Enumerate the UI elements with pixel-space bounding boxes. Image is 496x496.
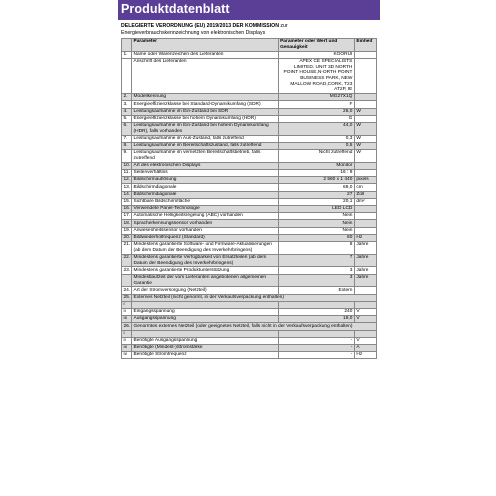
row-number: 3.	[122, 101, 132, 108]
row-parameter: Benötigte (Mindest-)Stromstärke	[132, 344, 279, 351]
row-number: 24.	[123, 287, 131, 293]
row-number: 5.	[122, 115, 132, 122]
header-cell-num	[122, 39, 132, 52]
row-parameter	[132, 330, 279, 337]
row-parameter: Eingangsspannung	[132, 308, 279, 315]
row-unit: W	[354, 122, 376, 135]
table-row	[122, 101, 377, 108]
table-row	[122, 94, 377, 101]
table-row	[122, 274, 377, 287]
row-number: 20.	[123, 234, 131, 240]
datasheet-page	[118, 0, 380, 496]
row-number: 14.	[123, 191, 131, 197]
table-row	[122, 170, 377, 177]
row-value: -	[278, 337, 354, 344]
row-value: 3	[278, 267, 354, 274]
table-row	[122, 115, 377, 122]
datasheet-table	[121, 38, 377, 359]
row-parameter: Anschrift des Lieferanten	[132, 58, 279, 93]
row-parameter: Mindestens garantierte Verfügbarkeit von Ersatzteilen (ab dem Datum der Beendigung des Inverkehrbringens)	[132, 254, 279, 267]
row-value: 0,3	[278, 135, 354, 142]
row-number: 10.	[123, 163, 131, 169]
row-value: LED LCD	[278, 205, 354, 212]
row-unit	[354, 162, 376, 169]
row-unit: Jahre	[354, 267, 376, 274]
row-number: 15.	[123, 199, 131, 205]
row-value: APEX CE SPECIALISTS LIMITED, UNIT 3D NORTH POINT HOUSE,N-ORTH POINT BUSINESS PARK, NEW MALLOW ROAD,CORK, T23 AT2P, IE	[278, 58, 354, 93]
row-unit: W	[354, 108, 376, 115]
header-cell-param: Parameter	[132, 39, 279, 52]
row-number: 6.	[122, 122, 132, 135]
row-parameter: Energieeffizienzklasse bei Standard-Dynamikumfang (SDR)	[132, 101, 279, 108]
table-row	[122, 301, 377, 308]
regulation-subject: Energieverbrauchskennzeichnung von elektronischen Displays	[121, 29, 266, 36]
row-number: 19.	[123, 227, 131, 233]
row-parameter: Benötigte Ausgangsspannung	[132, 337, 279, 344]
table-row	[122, 267, 377, 274]
table-row	[122, 177, 377, 184]
table-row	[122, 58, 377, 93]
row-unit	[354, 115, 376, 122]
row-value: 16 : 9	[278, 170, 354, 177]
row-value: Nicht zutreffend	[278, 150, 354, 163]
row-value: KOORUI	[278, 51, 354, 58]
table-row	[122, 198, 377, 205]
row-unit: V	[354, 337, 376, 344]
row-unit: W	[354, 150, 376, 163]
row-number: 1.	[122, 51, 132, 58]
row-number: 21.	[122, 241, 132, 254]
row-parameter: Art der Stromversorgung (Netzteil)	[132, 287, 279, 294]
row-unit: V	[354, 308, 376, 315]
row-parameter: Mindestens garantierte Software- und Firmware-Aktualisierungen (ab dem Datum der Beendigung des Inverkehrbringens)	[132, 241, 279, 254]
row-unit: Zoll	[354, 191, 376, 198]
row-unit	[354, 227, 376, 234]
row-value: 8	[278, 241, 354, 254]
row-parameter: Mindestens garantierte Produktunterstützung	[132, 267, 279, 274]
row-number: 16.	[123, 206, 131, 212]
row-parameter: Art des elektronischen Displays	[132, 162, 279, 169]
row-value	[278, 330, 354, 337]
header-bar	[118, 0, 380, 20]
row-parameter: Bildschirmdiagonale	[132, 184, 279, 191]
table-row	[122, 162, 377, 169]
row-unit: V	[354, 316, 376, 323]
row-number: 17.	[123, 213, 131, 219]
row-unit	[354, 301, 376, 308]
row-unit	[354, 220, 376, 227]
row-unit	[354, 94, 376, 101]
row-value: 60	[278, 234, 354, 241]
table-row	[122, 287, 377, 294]
row-value: 0,5	[278, 142, 354, 149]
row-value: Monitor	[278, 162, 354, 169]
row-number: 4.	[122, 108, 132, 115]
row-value: 69,0	[278, 184, 354, 191]
intro-text	[121, 23, 377, 36]
row-parameter: Bildschirmdiagonale	[132, 191, 279, 198]
row-number: iv	[122, 352, 132, 359]
row-unit: Jahre	[354, 274, 376, 287]
row-parameter: Leistungsaufnahme im Aus-Zustand, falls zutreffend	[132, 135, 279, 142]
row-value: -	[278, 352, 354, 359]
section-number: 25.	[123, 294, 131, 300]
row-number: ii	[122, 337, 132, 344]
row-parameter: Mindestlaufzeit der vom Lieferanten angebotenen allgemeinen Garantie	[132, 274, 279, 287]
table-row	[122, 108, 377, 115]
row-parameter: Bildwiederholfrequenz (Standard)	[132, 234, 279, 241]
row-number: 22.	[122, 254, 132, 267]
row-number: 13.	[123, 184, 131, 190]
row-unit: Hz	[354, 234, 376, 241]
row-value: 2 560 x 1 440	[278, 177, 354, 184]
row-value: F	[278, 101, 354, 108]
table-row	[122, 227, 377, 234]
table-header-row	[122, 39, 377, 52]
table-row	[122, 344, 377, 351]
header-cell-unit: Einheit	[354, 39, 376, 52]
row-number: ii	[122, 308, 132, 315]
row-unit	[354, 213, 376, 220]
row-value: 19,0	[278, 316, 354, 323]
page-title: Produktdatenblatt	[121, 2, 230, 16]
row-unit	[354, 205, 376, 212]
row-unit	[354, 51, 376, 58]
row-parameter: Sichtbare Bildschirmfläche	[132, 198, 279, 205]
row-number	[122, 274, 132, 287]
row-value: Nein	[278, 227, 354, 234]
row-value: G	[278, 115, 354, 122]
row-number: i	[122, 330, 132, 337]
row-number: 8.	[122, 142, 132, 149]
table-row	[122, 51, 377, 58]
row-parameter: Leistungsaufnahme im Ein-Zustand bei hohem Dynamikumfang (HDR), falls vorhanden	[132, 122, 279, 135]
row-value: -	[278, 344, 354, 351]
row-value: 240	[278, 308, 354, 315]
table-row	[122, 122, 377, 135]
row-parameter: Spracherkennungssensor vorhanden	[132, 220, 279, 227]
row-number: iii	[122, 316, 132, 323]
table-row	[122, 308, 377, 315]
row-unit	[354, 101, 376, 108]
row-parameter: Verwendete Panel-Technologie	[132, 205, 279, 212]
row-number: i	[122, 301, 132, 308]
table-row	[122, 241, 377, 254]
row-value: 44,0	[278, 122, 354, 135]
table-row	[122, 337, 377, 344]
section-title: Genormtes externes Netzteil (oder geeignetes Netzteil, falls nicht in der Verkaufsverpackung enthalten)	[132, 323, 377, 330]
section-title: Externes Netzteil (nicht genormt, in der Verkaufsverpackung enthalten)	[132, 294, 377, 301]
row-value: Nein	[278, 213, 354, 220]
section-number: 26.	[123, 323, 131, 329]
row-value: MG27X1Q	[278, 94, 354, 101]
row-unit: cm	[354, 184, 376, 191]
row-parameter: Bildschirmauflösung	[132, 177, 279, 184]
table-row	[122, 316, 377, 323]
row-parameter: Leistungsaufnahme im Ein-Zustand bei SDR	[132, 108, 279, 115]
table-row	[122, 254, 377, 267]
row-parameter: Leistungsaufnahme im vernetzten Bereitschaftsbetrieb, falls zutreffend	[132, 150, 279, 163]
table-row	[122, 234, 377, 241]
row-number: 23.	[123, 267, 131, 273]
row-value	[278, 301, 354, 308]
section-row	[122, 294, 377, 301]
row-value: 7	[278, 254, 354, 267]
row-parameter: Seitenverhältnis	[132, 170, 279, 177]
row-unit: pixels	[354, 177, 376, 184]
table-row	[122, 142, 377, 149]
row-parameter: Name oder Warenzeichen des Lieferanten	[132, 51, 279, 58]
row-unit: dm²	[354, 198, 376, 205]
row-number: 18.	[123, 220, 131, 226]
row-unit: W	[354, 135, 376, 142]
table-row	[122, 213, 377, 220]
row-parameter: Ausgangsspannung	[132, 316, 279, 323]
row-value: 27	[278, 191, 354, 198]
table-row	[122, 220, 377, 227]
row-number	[122, 58, 132, 93]
row-value: 3	[278, 274, 354, 287]
table-row	[122, 352, 377, 359]
table-row	[122, 191, 377, 198]
row-unit: A	[354, 344, 376, 351]
table-row	[122, 330, 377, 337]
section-row	[122, 323, 377, 330]
row-value: Extern	[278, 287, 354, 294]
row-parameter	[132, 301, 279, 308]
row-parameter: Energieeffizienzklasse bei hohem Dynamikumfang (HDR)	[132, 115, 279, 122]
row-parameter: Modellkennung	[132, 94, 279, 101]
table-row	[122, 150, 377, 163]
row-parameter: Automatische Helligkeitsregelung (ABC) vorhanden	[132, 213, 279, 220]
row-number: 9.	[122, 150, 132, 163]
row-unit: Jahre	[354, 254, 376, 267]
row-unit: Hz	[354, 352, 376, 359]
row-parameter: Benötigte Stromfrequenz	[132, 352, 279, 359]
row-number: 12.	[123, 177, 131, 183]
row-unit	[354, 58, 376, 93]
row-value: 26,0	[278, 108, 354, 115]
table-row	[122, 205, 377, 212]
row-parameter: Anwesenheitssensor vorhanden	[132, 227, 279, 234]
header-cell-value: Parameter oder Wert und Genauigkeit	[278, 39, 354, 52]
table-row	[122, 184, 377, 191]
row-number: 11.	[123, 170, 130, 176]
regulation-suffix: zur	[278, 23, 288, 29]
row-unit: W	[354, 142, 376, 149]
row-parameter: Leistungsaufnahme im Bereitschaftszustand, falls zutreffend	[132, 142, 279, 149]
row-number: 2.	[122, 94, 132, 101]
row-value: 20,1	[278, 198, 354, 205]
row-unit	[354, 330, 376, 337]
row-value: Nein	[278, 220, 354, 227]
row-number: 7.	[122, 135, 132, 142]
row-unit	[354, 170, 376, 177]
row-number: iii	[122, 344, 132, 351]
regulation-name: DELEGIERTE VERORDNUNG (EU) 2019/2013 DER KOMMISSION	[121, 23, 279, 29]
table-row	[122, 135, 377, 142]
row-unit: Jahre	[354, 241, 376, 254]
row-unit	[354, 287, 376, 294]
